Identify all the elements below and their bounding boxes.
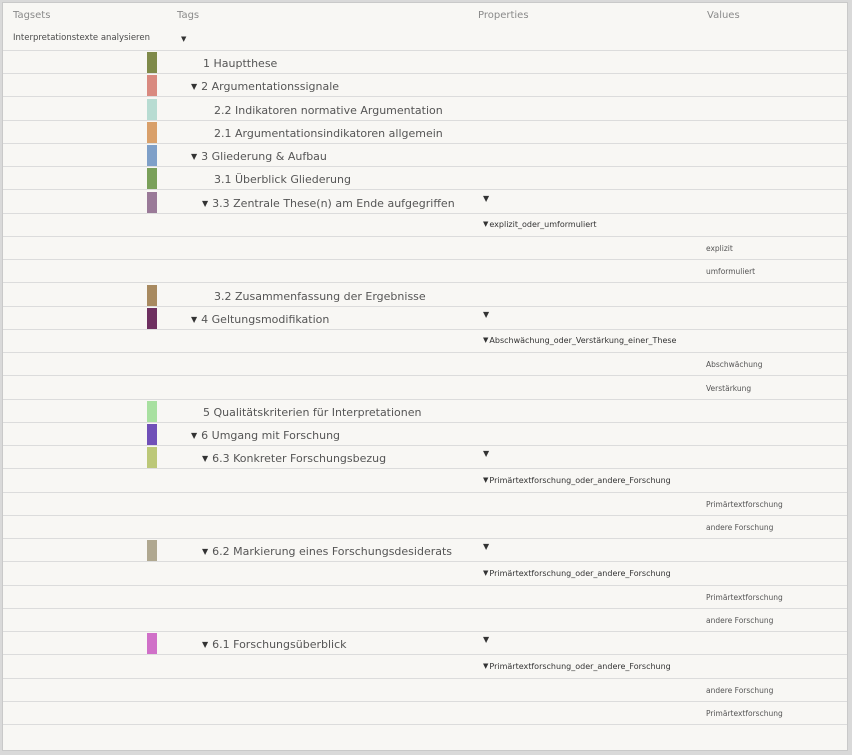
header-tagsets: Tagsets (13, 10, 51, 21)
tag-row (3, 74, 847, 97)
tag-name: 4 Geltungsmodifikation (201, 312, 330, 326)
property-value[interactable]: Verstärkung (706, 383, 752, 393)
tag-label[interactable] (191, 313, 329, 326)
expand-toggle-icon[interactable]: ▼ (483, 568, 489, 577)
tag-color-swatch[interactable] (147, 99, 157, 120)
expand-toggle-icon[interactable]: ▼ (202, 454, 209, 464)
tag-label[interactable] (202, 197, 455, 210)
expand-toggle-icon[interactable]: ▼ (191, 152, 198, 161)
value-row (3, 679, 847, 702)
property-value[interactable]: andere Forschung (706, 685, 774, 695)
property-label[interactable] (483, 569, 671, 578)
tag-name: 5 Qualitätskriterien für Interpretationen (203, 405, 422, 419)
value-row (3, 586, 847, 609)
tag-row (3, 400, 847, 423)
expand-toggle-icon[interactable]: ▼ (191, 314, 198, 324)
value-row (3, 493, 847, 516)
tag-row (3, 446, 847, 469)
expand-toggle-icon[interactable]: ▼ (202, 198, 209, 208)
tag-row (3, 284, 847, 307)
tag-color-swatch[interactable] (147, 285, 157, 306)
add-property-chevron-icon[interactable]: ▼ (483, 309, 490, 319)
tag-label[interactable] (202, 545, 452, 558)
add-property-chevron-icon[interactable]: ▼ (483, 449, 490, 459)
column-header-row (3, 3, 847, 27)
tag-color-swatch[interactable] (147, 308, 157, 329)
expand-toggle-icon[interactable]: ▼ (202, 640, 209, 650)
add-property-chevron-icon[interactable]: ▼ (483, 542, 490, 552)
property-row (3, 470, 847, 493)
property-name: Primärtextforschung_oder_andere_Forschung (489, 475, 671, 485)
property-value[interactable]: Primärtextforschung (706, 709, 783, 718)
expand-toggle-icon[interactable]: ▼ (483, 219, 489, 228)
tag-color-swatch[interactable] (147, 633, 157, 654)
tag-row (3, 167, 847, 190)
header-properties: Properties (478, 10, 529, 21)
expand-toggle-icon[interactable]: ▼ (191, 431, 198, 440)
tag-row (3, 98, 847, 121)
value-row (3, 702, 847, 725)
tag-color-swatch[interactable] (147, 192, 157, 213)
tag-color-swatch[interactable] (147, 424, 157, 445)
tagset-selector[interactable] (3, 27, 847, 51)
tag-name: 6.3 Konkreter Forschungsbezug (212, 452, 387, 466)
chevron-down-icon[interactable]: ▼ (181, 35, 187, 43)
tag-row (3, 307, 847, 330)
add-property-chevron-icon[interactable]: ▼ (483, 193, 490, 203)
property-label[interactable] (483, 476, 671, 485)
tag-label[interactable] (191, 150, 327, 163)
tag-label[interactable] (202, 638, 347, 651)
tag-name: 1 Hauptthese (203, 57, 278, 70)
tag-label[interactable] (214, 173, 351, 186)
property-row (3, 214, 847, 237)
tag-label[interactable] (214, 290, 426, 303)
value-row (3, 237, 847, 260)
tag-name: 6 Umgang mit Forschung (201, 429, 341, 442)
tag-name: 6.1 Forschungsüberblick (212, 638, 347, 652)
tag-name: 2.1 Argumentationsindikatoren allgemein (214, 126, 443, 140)
tag-color-swatch[interactable] (147, 145, 157, 166)
expand-toggle-icon[interactable]: ▼ (483, 661, 489, 670)
expand-toggle-icon[interactable]: ▼ (191, 82, 198, 92)
value-row (3, 609, 847, 632)
property-value[interactable]: andere Forschung (706, 616, 774, 625)
expand-toggle-icon[interactable]: ▼ (483, 336, 489, 344)
expand-toggle-icon[interactable]: ▼ (202, 547, 209, 557)
tag-name: 3.3 Zentrale These(n) am Ende aufgegriffen (212, 196, 455, 210)
property-label[interactable] (483, 336, 676, 345)
property-value[interactable]: Primärtextforschung (706, 592, 783, 602)
tag-color-swatch[interactable] (147, 75, 157, 96)
expand-toggle-icon[interactable]: ▼ (483, 475, 489, 484)
tag-name: 3 Gliederung & Aufbau (201, 150, 327, 163)
property-value[interactable]: Abschwächung (706, 360, 763, 370)
property-row (3, 563, 847, 586)
tag-label[interactable] (214, 127, 443, 140)
tag-name: 6.2 Markierung eines Forschungsdesiderats (212, 545, 453, 559)
tagset-panel (2, 2, 848, 751)
tag-row (3, 423, 847, 446)
tag-label[interactable] (203, 57, 277, 70)
tag-row (3, 632, 847, 655)
property-name: explizit_oder_umformuliert (489, 219, 597, 229)
tag-name: 2 Argumentationssignale (201, 80, 340, 94)
property-value[interactable]: umformuliert (706, 267, 756, 277)
property-value[interactable]: andere Forschung (706, 523, 774, 532)
property-label[interactable] (483, 662, 671, 671)
tag-color-swatch[interactable] (147, 122, 157, 143)
tag-row (3, 191, 847, 214)
tag-row (3, 121, 847, 144)
tag-color-swatch[interactable] (147, 540, 157, 561)
property-label[interactable] (483, 220, 597, 229)
tag-label[interactable] (202, 452, 386, 465)
property-value[interactable]: explizit (706, 244, 733, 253)
value-row (3, 377, 847, 400)
tag-name: 3.1 Überblick Gliederung (214, 173, 351, 187)
value-row (3, 516, 847, 539)
tag-name: 2.2 Indikatoren normative Argumentation (214, 103, 443, 117)
add-property-chevron-icon[interactable]: ▼ (483, 635, 490, 645)
tag-name: 3.2 Zusammenfassung der Ergebnisse (214, 289, 426, 303)
tag-row (3, 51, 847, 74)
tag-label[interactable] (214, 104, 443, 117)
tag-label[interactable] (191, 80, 339, 93)
property-row (3, 330, 847, 353)
property-name: Primärtextforschung_oder_andere_Forschung (489, 661, 671, 671)
tag-color-swatch[interactable] (147, 168, 157, 189)
tag-color-swatch[interactable] (147, 401, 157, 422)
property-name: Primärtextforschung_oder_andere_Forschung (489, 568, 671, 578)
property-value[interactable]: Primärtextforschung (706, 499, 783, 509)
header-tags: Tags (177, 10, 200, 21)
tag-row (3, 539, 847, 562)
tag-color-swatch[interactable] (147, 52, 157, 73)
tagset-selector-value: Interpretationstexte analysieren (13, 33, 150, 43)
tag-label[interactable] (191, 429, 340, 442)
tag-label[interactable] (203, 406, 422, 419)
property-name: Abschwächung_oder_Verstärkung_einer_These (489, 336, 677, 345)
tag-color-swatch[interactable] (147, 447, 157, 468)
property-row (3, 656, 847, 679)
value-row (3, 353, 847, 376)
header-values: Values (707, 10, 740, 21)
value-row (3, 260, 847, 283)
tag-row (3, 144, 847, 167)
